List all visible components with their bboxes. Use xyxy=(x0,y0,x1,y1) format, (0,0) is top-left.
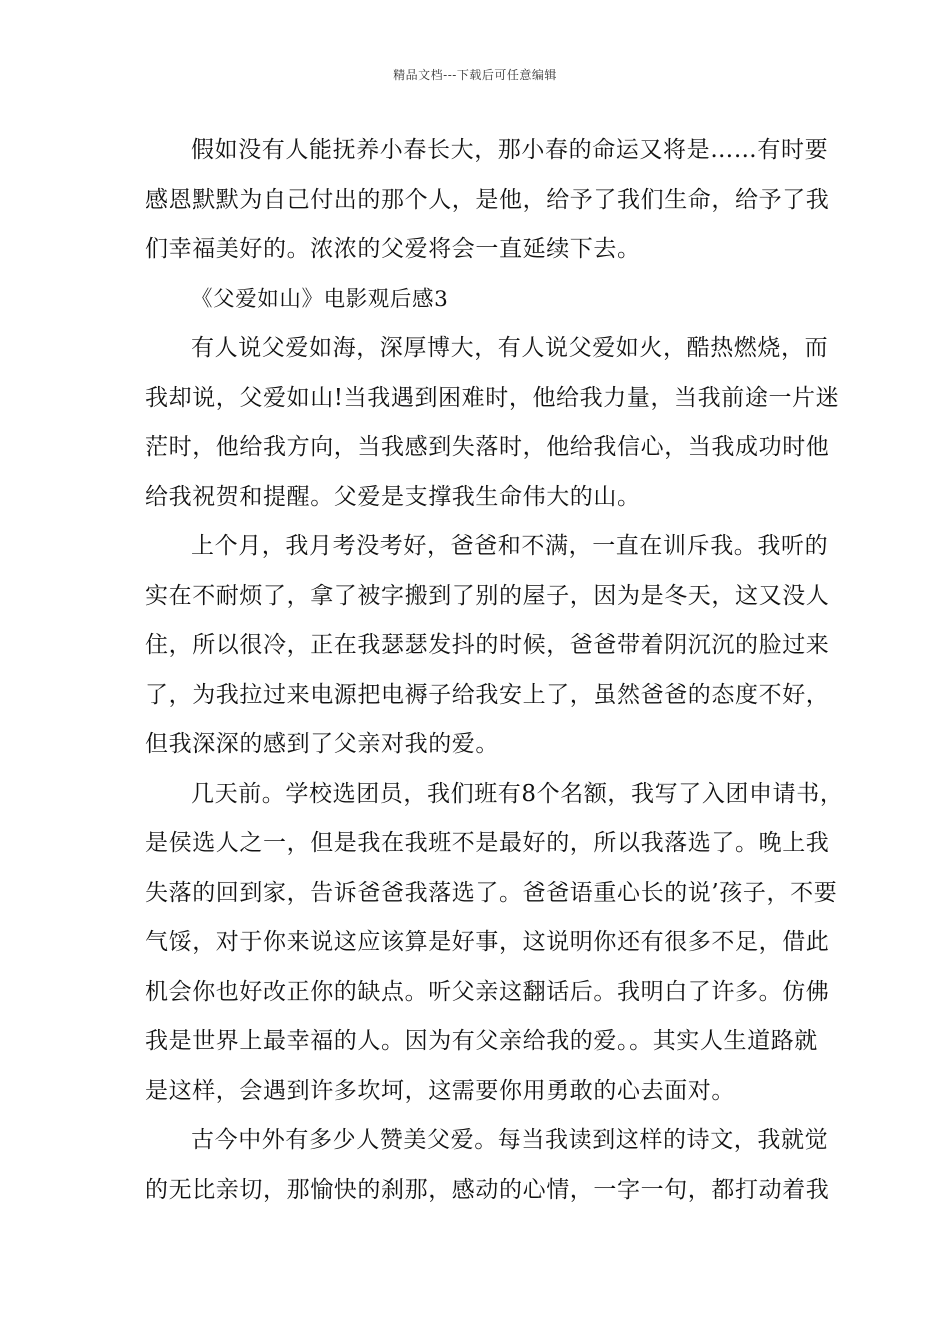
text-line: 我是世界上最幸福的人。因为有父亲给我的爱。。其实人生道路就 xyxy=(145,1028,818,1054)
text-line: 但我深深的感到了父亲对我的爱。 xyxy=(145,731,499,757)
text-line: 气馁，对于你来说这应该算是好事，这说明你还有很多不足，借此 xyxy=(145,929,830,955)
text-line: 古今中外有多少人赞美父爱。每当我读到这样的诗文，我就觉 xyxy=(191,1127,829,1153)
text-line: 是侯选人之一，但是我在我班不是最好的，所以我落选了。晚上我 xyxy=(145,830,830,856)
text-line: 是这样，会遇到许多坎坷，这需要你用勇敢的心去面对。 xyxy=(145,1077,735,1104)
text-line: 机会你也好改正你的缺点。听父亲这翻话后。我明白了许多。仿佛 xyxy=(145,978,830,1005)
page-header: 精品文档---下载后可任意编辑 xyxy=(393,68,557,82)
text-line: 的无比亲切，那愉快的刹那，感动的心情，一字一句，都打动着我 xyxy=(145,1176,830,1203)
text-line: 茫时，他给我方向，当我感到失落时，他给我信心，当我成功时他 xyxy=(145,434,830,460)
text-line: 住，所以很冷，正在我瑟瑟发抖的时候，爸爸带着阴沉沉的脸过来 xyxy=(145,632,830,658)
text-line: 假如没有人能抚养小春长大，那小春的命运又将是……有时要 xyxy=(191,137,829,163)
section-heading: 《父爱如山》电影观后感3 xyxy=(191,286,449,312)
text-line: 有人说父爱如海，深厚博大，有人说父爱如火，酷热燃烧，而 xyxy=(191,335,829,361)
text-line: 给我祝贺和提醒。父爱是支撑我生命伟大的山。 xyxy=(145,483,641,510)
text-line: 我却说，父爱如山!当我遇到困难时，他给我力量，当我前途一片迷 xyxy=(145,384,840,411)
document-body xyxy=(145,126,844,1215)
text-line: 们幸福美好的。浓浓的父爱将会一直延续下去。 xyxy=(145,236,641,262)
text-line: 实在不耐烦了，拿了被字搬到了别的屋子，因为是冬天，这又没人 xyxy=(145,582,830,609)
text-line: 失落的回到家，告诉爸爸我落选了。爸爸语重心长的说’孩子，不要 xyxy=(145,879,838,906)
text-line: 上个月，我月考没考好，爸爸和不满，一直在训斥我。我听的 xyxy=(191,533,829,559)
text-line: 感恩默默为自己付出的那个人，是他，给予了我们生命，给予了我 xyxy=(145,186,830,213)
text-line: 几天前。学校选团员，我们班有8个名额，我写了入团申请书， xyxy=(191,780,844,807)
text-line: 了，为我拉过来电源把电褥子给我安上了，虽然爸爸的态度不好， xyxy=(145,681,830,708)
